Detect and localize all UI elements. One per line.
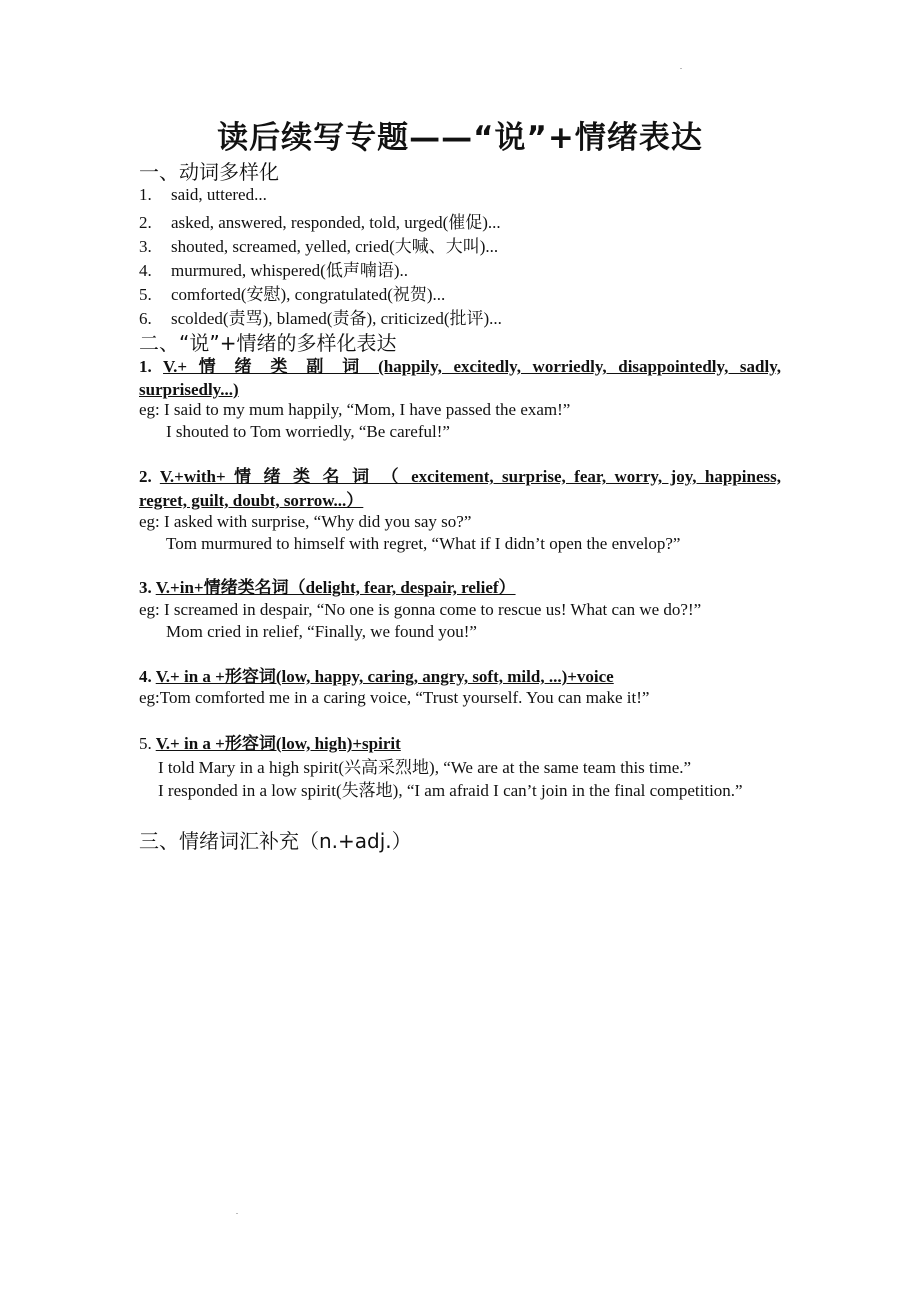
section1-heading: 一、动词多样化 [139,160,279,184]
list-item-text: asked, answered, responded, told, urged(催促)... [171,213,501,232]
pattern-5 [139,732,781,755]
pattern-number: 4. [139,667,152,686]
list-item [139,232,498,257]
pattern-1-line2 [139,378,781,401]
pattern-2-line1 [139,465,781,488]
list-item-text: comforted(安慰), congratulated(祝贺)... [171,285,446,304]
pattern-number: 5. [139,734,152,753]
scan-speck [680,68,682,69]
pattern-2-line2 [139,489,781,512]
document-title: 读后续写专题——“说”+情绪表达 [217,120,703,156]
pattern-number: 3. [139,578,152,597]
list-item [139,208,501,233]
list-item-number: 1. [139,185,152,204]
list-item-text: said, uttered... [171,185,267,204]
list-item-text: shouted, screamed, yelled, cried(大喊、大叫)... [171,237,499,256]
example-sentence: I responded in a low spirit(失落地), “I am afraid I can’t join in the final competition.” [158,781,743,800]
pattern-3 [139,576,781,599]
list-item [139,256,408,281]
pattern-rule: V.+in+情绪类名词（delight, fear, despair, relief） [155,578,516,597]
example-sentence: eg: I screamed in despair, “No one is gonna come to rescue us! What can we do?!” [139,600,702,619]
example-sentence: eg:Tom comforted me in a caring voice, “Trust yourself. You can make it!” [139,688,650,707]
section2-heading: 二、“说”+情绪的多样化表达 [139,331,397,355]
list-item-text: murmured, whispered(低声喃语).. [171,261,409,280]
pattern-4 [139,665,781,688]
list-item-number: 3. [139,237,152,256]
list-item-number: 4. [139,261,152,280]
example-sentence: I shouted to Tom worriedly, “Be careful!” [166,422,450,441]
pattern-rule: V.+with+ 情 绪 类 名 词 （ excitement, surprise, fear, worry, joy, happiness, [159,467,781,486]
example-sentence: Mom cried in relief, “Finally, we found you!” [166,622,477,641]
pattern-rule: V.+ in a +形容词(low, happy, caring, angry, soft, mild, ...)+voice [155,667,614,686]
example-sentence: eg: I asked with surprise, “Why did you say so?” [139,512,472,531]
pattern-number: 2. [139,467,152,486]
pattern-1-line1 [139,355,781,378]
pattern-rule: V.+ in a +形容词(low, high)+spirit [155,734,401,753]
list-item [139,304,502,329]
scan-speck [236,1213,238,1214]
pattern-number: 1. [139,357,152,376]
list-item [139,185,267,205]
pattern-rule-continued: surprisedly...) [139,380,239,399]
pattern-rule: V.+ 情 绪 类 副 词 (happily, excitedly, worriedly, disappointedly, sadly, [163,357,782,376]
section3-heading: 三、情绪词汇补充（n.+adj.） [139,829,412,853]
example-sentence: eg: I said to my mum happily, “Mom, I have passed the exam!” [139,400,571,419]
list-item-text: scolded(责骂), blamed(责备), criticized(批评)... [171,309,502,328]
list-item-number: 2. [139,213,152,232]
example-sentence: Tom murmured to himself with regret, “What if I didn’t open the envelop?” [166,534,681,553]
list-item [139,280,445,305]
example-sentence: I told Mary in a high spirit(兴高采烈地), “We are at the same team this time.” [158,758,692,777]
list-item-number: 5. [139,285,152,304]
list-item-number: 6. [139,309,152,328]
pattern-rule-continued: regret, guilt, doubt, sorrow...） [139,491,364,510]
